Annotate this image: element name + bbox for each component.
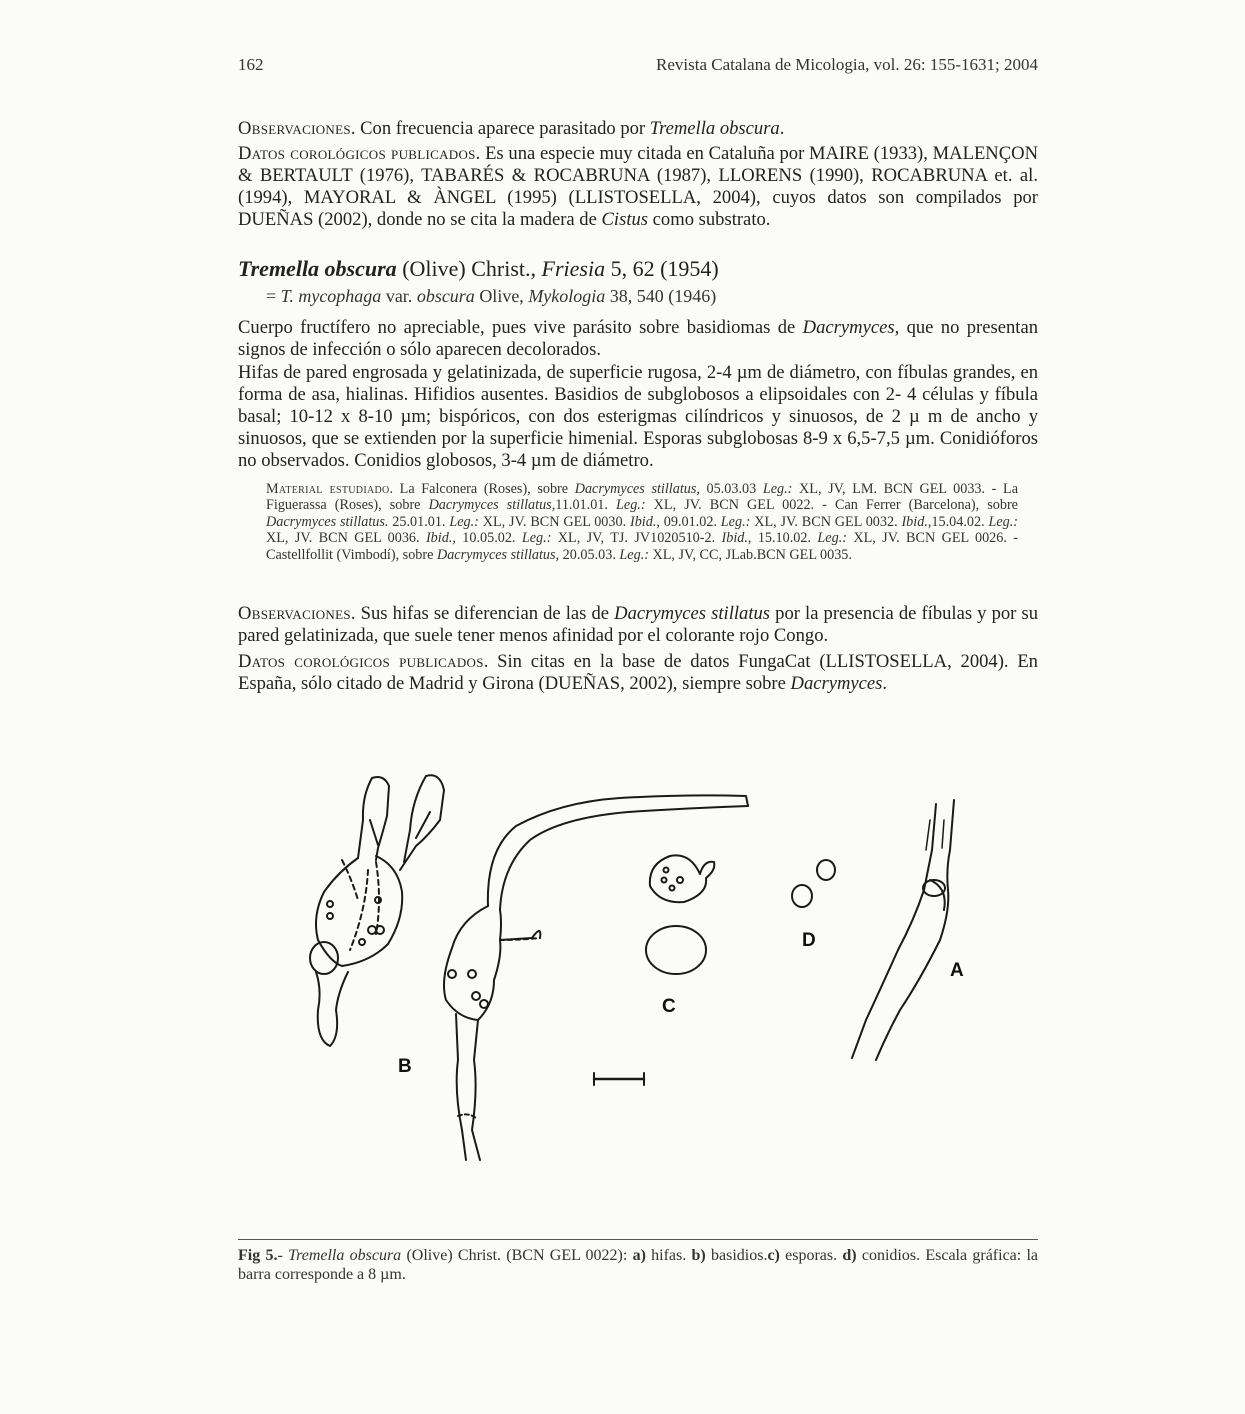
observations-label: Observaciones bbox=[238, 118, 351, 139]
caption-text: hifas. bbox=[645, 1247, 692, 1264]
hypha-a bbox=[852, 800, 954, 1060]
synonym-var-name: obscura bbox=[416, 286, 475, 306]
species-ref: Dacrymyces stillatus bbox=[614, 603, 771, 624]
material-italic: Leg.: bbox=[449, 513, 479, 530]
material-italic: Dacrymyces stillatus, bbox=[436, 546, 560, 563]
chorology-label: Datos corológicos publicados bbox=[238, 651, 484, 672]
material-italic: Dacrymyces stillatus, bbox=[428, 497, 556, 514]
species-journal: Friesia bbox=[541, 256, 606, 281]
material-text: XL, JV, TJ. JV1020510-2. bbox=[551, 530, 722, 547]
caption-dash: - bbox=[277, 1247, 289, 1264]
caption-part-c: c) bbox=[767, 1247, 780, 1264]
material-text: ,15.04.02. bbox=[927, 513, 989, 530]
chorology-end: . bbox=[882, 673, 888, 694]
material-italic: Leg.: bbox=[616, 497, 646, 514]
material-text: XL, JV. BCN GEL 0026. - Castellfollit (Vimbodí), sobre bbox=[266, 530, 1019, 563]
caption-text: esporas. bbox=[779, 1247, 843, 1264]
material-italic: Leg.: bbox=[619, 546, 649, 563]
material-italic: Ibid. bbox=[629, 513, 657, 530]
page-number: 162 bbox=[238, 55, 264, 74]
figure-number: Fig 5. bbox=[238, 1247, 278, 1264]
conidia-d bbox=[792, 860, 835, 907]
material-italic: Leg.: bbox=[720, 513, 751, 530]
material-italic: Leg.: bbox=[762, 481, 793, 497]
material-italic: Leg.: bbox=[988, 513, 1019, 530]
synonym-name: T. mycophaga bbox=[280, 286, 382, 306]
host-ref: Dacrymyces bbox=[790, 673, 883, 694]
species-authority: (Olive) Christ., bbox=[396, 256, 542, 281]
material-italic: Dacrymyces stillatus. bbox=[266, 513, 389, 530]
species-citation: 5, 62 (1954) bbox=[605, 256, 719, 281]
chorology-end: como substrato. bbox=[648, 209, 771, 230]
chorology-label: Datos corológicos publicados bbox=[238, 143, 476, 164]
material-text: 25.01.01. bbox=[388, 513, 450, 530]
species-ref: Tremella obscura bbox=[649, 118, 780, 139]
host-ref: Dacrymyces bbox=[802, 317, 895, 338]
material-label: Material estudiado bbox=[266, 481, 390, 497]
scale-bar bbox=[594, 1073, 644, 1085]
caption-text: conidios. Escala gráfica: la barra corresponde a 8 µm. bbox=[238, 1247, 1039, 1283]
material-text: . La Falconera (Roses), sobre bbox=[389, 481, 575, 497]
chorology-text: . Es una especie muy citada en Cataluña por MAIRE (1933), MALENÇON & BERTAULT (1976), TABARÉS & ROCABRUNA (1987), LLORENS (1990), ROCABRUNA et. al. (1994), MAYORAL & ÀNGEL (1995) (LLISTOSELLA, 2004), cuyos datos son compilados por DUEÑAS (2002), donde no se cita la madera de bbox=[238, 143, 1038, 230]
observations-text: . Con frecuencia aparece parasitado por bbox=[350, 118, 650, 139]
material-italic: Ibid. bbox=[901, 513, 928, 530]
description-text-a: Cuerpo fructífero no apreciable, pues vive parásito sobre basidiomas de bbox=[238, 317, 803, 338]
material-text: , 09.01.02. bbox=[656, 513, 721, 530]
material-text: XL, JV, LM. BCN GEL 0033. - La Figuerassa (Roses), sobre bbox=[266, 481, 1018, 514]
synonym-citation: 38, 540 (1946) bbox=[605, 286, 717, 306]
journal-title: Revista Catalana de Micologia, vol. 26: 155-1631; 2004 bbox=[656, 55, 1038, 74]
caption-text: basidios. bbox=[705, 1247, 768, 1264]
material-text: XL, JV. BCN GEL 0036. bbox=[266, 530, 426, 547]
hypha-with-clamp-c bbox=[444, 795, 748, 1160]
species-name: Tremella obscura bbox=[238, 256, 397, 281]
panel-label-a: A bbox=[950, 960, 964, 981]
material-text: , 10.05.02. bbox=[452, 530, 522, 547]
synonym-var: var. bbox=[381, 286, 417, 306]
observations-end: . bbox=[779, 118, 785, 139]
material-text: 05.03.03 bbox=[699, 481, 763, 497]
description-text-b: , que no presentan signos de infección o sólo aparecen decolorados. bbox=[238, 317, 1038, 360]
material-italic: Leg.: bbox=[521, 530, 552, 547]
basidium-b bbox=[310, 775, 444, 1046]
caption-species: Tremella obscura bbox=[288, 1247, 402, 1264]
observations-label: Observaciones bbox=[238, 603, 351, 624]
material-text: XL, JV, CC, JLab.BCN GEL 0035. bbox=[648, 546, 852, 563]
material-text: 20.05.03. bbox=[559, 546, 620, 563]
substrate-ref: Cistus bbox=[601, 209, 649, 230]
caption-part-b: b) bbox=[691, 1247, 706, 1264]
material-italic: Leg.: bbox=[817, 530, 847, 547]
material-text: XL, JV. BCN GEL 0022. - Can Ferrer (Barcelona), sobre bbox=[645, 497, 1018, 514]
description-paragraph-2: Hifas de pared engrosada y gelatinizada, de superficie rugosa, 2-4 µm de diámetro, con fíbulas grandes, en forma de asa, hialinas. Hifidios ausentes. Basidios de subglobosos a elipsoidales con 2- 4 células y fíbula basal; 10-12 x 8-10 µm; bispóricos, con dos esterigmas cilíndricos y sinuosos, de 2 µ m de ancho y sinuosos, que se extienden por la superficie himenial. Esporas subglobosas 8-9 x 6,5-7,5 µm. Conidióforos no observados. Conidios globosos, 3-4 µm de diámetro. bbox=[238, 362, 1038, 471]
observations-text: por la presencia de fíbulas y por su pared gelatinizada, que suele tener menos afinidad por el colorante rojo Congo. bbox=[238, 603, 1038, 646]
material-text: XL, JV. BCN GEL 0032. bbox=[750, 513, 902, 530]
material-italic: Dacrymyces stillatus, bbox=[574, 481, 700, 497]
observations-text: . Sus hifas se diferencian de las de bbox=[350, 603, 615, 624]
panel-label-d: D bbox=[802, 930, 816, 951]
synonym-prefix: = bbox=[266, 286, 281, 306]
material-italic: Ibid. bbox=[721, 530, 748, 547]
material-text: , 15.10.02. bbox=[747, 530, 818, 547]
chorology-text: . Sin citas en la base de datos FungaCat (LLISTOSELLA, 2004). En España, sólo citado de Madrid y Girona (DUEÑAS, 2002), siempre sobre bbox=[238, 651, 1038, 694]
material-italic: Ibid. bbox=[425, 530, 453, 547]
material-text: XL, JV. BCN GEL 0030. bbox=[478, 513, 630, 530]
caption-part-d: d) bbox=[842, 1247, 857, 1264]
caption-text: (Olive) Christ. (BCN GEL 0022): bbox=[401, 1247, 633, 1264]
caption-part-a: a) bbox=[632, 1247, 646, 1264]
synonym-journal: Mykologia bbox=[528, 286, 606, 306]
panel-label-b: B bbox=[398, 1056, 412, 1077]
figure-caption bbox=[238, 1246, 1038, 1284]
caption-rule bbox=[238, 1239, 1038, 1240]
material-text: 11.01.01. bbox=[555, 497, 617, 514]
panel-label-c: C bbox=[662, 996, 676, 1017]
synonym-authority: Olive, bbox=[474, 286, 529, 306]
